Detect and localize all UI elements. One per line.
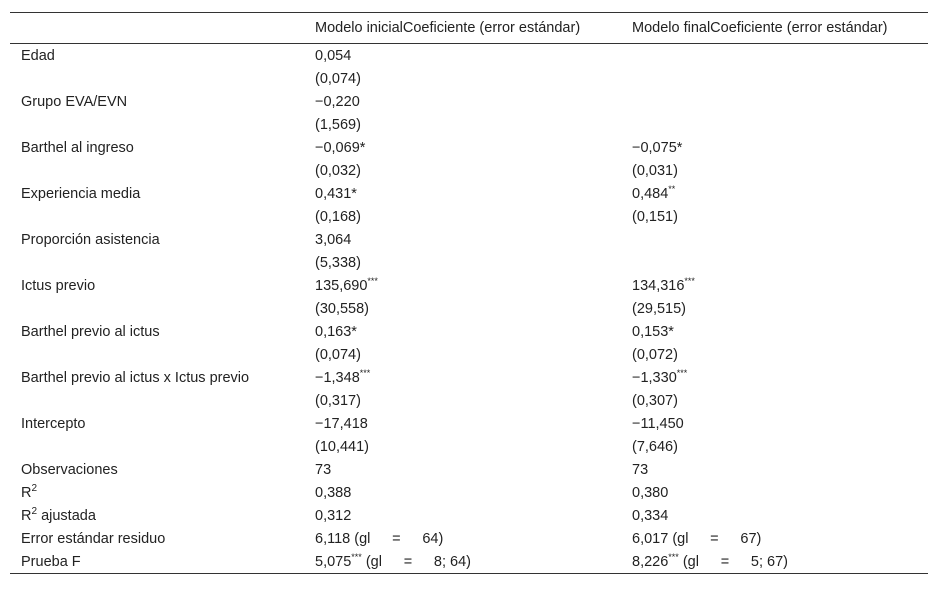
significance-sup: *** — [668, 551, 679, 562]
coefficient-value: −0,069* — [315, 139, 366, 156]
table-row — [10, 366, 928, 389]
initial-model-cell — [304, 550, 621, 574]
table-row — [10, 481, 928, 504]
coefficient-value: 0,153* — [632, 323, 674, 340]
initial-model-cell — [304, 412, 621, 435]
table-row — [10, 320, 928, 343]
final-model-cell — [621, 366, 928, 389]
coefficient-value: −1,330 — [632, 369, 677, 386]
significance-sup: *** — [359, 367, 371, 378]
initial-model-cell: 6,118 (gl = 64) — [315, 530, 444, 547]
f-value: 8,226 — [632, 553, 669, 570]
coefficient-value: 73 — [315, 461, 332, 478]
final-model-cell — [621, 320, 928, 343]
coefficient-value: (0,307) — [632, 392, 678, 409]
regression-table-container — [10, 12, 928, 574]
initial-model-cell — [304, 366, 621, 389]
table-row — [10, 67, 928, 90]
coefficient-value: −11,450 — [632, 415, 684, 432]
coefficient-value: (0,074) — [315, 346, 361, 363]
row-label: Intercepto — [21, 415, 86, 432]
table-row — [10, 435, 928, 458]
header-variable — [10, 13, 304, 44]
table-row — [10, 389, 928, 412]
significance-sup: *** — [351, 551, 362, 562]
header-final-model: Modelo finalCoeficiente (error estándar) — [621, 13, 928, 44]
table-row — [10, 182, 928, 205]
coefficient-value: (0,031) — [632, 162, 678, 179]
initial-model-cell: 0,388 — [315, 484, 352, 501]
row-label: Observaciones — [21, 461, 118, 478]
coefficient-value: 0,484 — [632, 185, 669, 202]
table-row — [10, 159, 928, 182]
row-label — [10, 435, 304, 458]
row-label — [10, 297, 304, 320]
initial-model-cell — [304, 113, 621, 136]
row-label: Barthel previo al ictus x Ictus previo — [21, 369, 250, 386]
table-row — [10, 504, 928, 527]
row-label — [10, 504, 304, 527]
final-model-cell — [621, 297, 928, 320]
final-model-cell — [621, 274, 928, 297]
table-row — [10, 297, 928, 320]
row-label — [10, 159, 304, 182]
row-label — [10, 251, 304, 274]
final-model-cell — [621, 251, 928, 274]
final-model-cell — [621, 205, 928, 228]
final-model-cell — [621, 389, 928, 412]
row-label — [10, 113, 304, 136]
initial-model-cell — [304, 274, 621, 297]
initial-model-cell — [304, 228, 621, 251]
final-model-cell — [621, 113, 928, 136]
table-header-row — [10, 13, 928, 44]
table-row — [10, 412, 928, 435]
coefficient-value: −1,348 — [315, 369, 360, 386]
coefficient-value: −0,075* — [632, 139, 683, 156]
initial-model-cell — [304, 136, 621, 159]
f-df: (gl = 8; 64) — [361, 553, 472, 570]
table-row — [10, 251, 928, 274]
final-model-cell: 0,380 — [632, 484, 669, 501]
coefficient-value: 134,316 — [632, 277, 685, 294]
table-row — [10, 113, 928, 136]
coefficient-value: (1,569) — [315, 116, 361, 133]
row-label — [10, 481, 304, 504]
r2-label-base: R — [21, 484, 32, 501]
coefficient-value: 0,054 — [315, 47, 352, 64]
table-body — [10, 44, 928, 574]
initial-model-cell — [304, 44, 621, 68]
row-label: Barthel al ingreso — [21, 139, 134, 156]
final-model-cell — [621, 136, 928, 159]
final-model-cell — [621, 90, 928, 113]
table-row — [10, 90, 928, 113]
table-row — [10, 44, 928, 68]
coefficient-value: 3,064 — [315, 231, 352, 248]
initial-model-cell — [304, 182, 621, 205]
row-label: Ictus previo — [21, 277, 96, 294]
coefficient-value: −17,418 — [315, 415, 368, 432]
coefficient-value: (0,317) — [315, 392, 361, 409]
significance-sup: *** — [676, 367, 688, 378]
row-label: Error estándar residuo — [21, 530, 166, 547]
coefficient-value: (29,515) — [632, 300, 687, 317]
r2-label-sup: 2 — [31, 482, 38, 494]
initial-model-cell — [304, 343, 621, 366]
final-model-cell — [621, 182, 928, 205]
row-label: Prueba F — [10, 550, 304, 574]
header-initial-model: Modelo inicialCoeficiente (error estándar) — [304, 13, 621, 44]
row-label — [10, 389, 304, 412]
initial-model-cell — [304, 297, 621, 320]
significance-sup: *** — [367, 275, 378, 286]
final-model-cell — [621, 228, 928, 251]
coefficient-value: 0,163* — [315, 323, 357, 340]
table-row — [10, 550, 928, 574]
coefficient-value: (0,151) — [632, 208, 678, 225]
final-model-cell — [621, 44, 928, 68]
final-model-cell: 6,017 (gl = 67) — [632, 530, 762, 547]
r2adj-label-rest: ajustada — [37, 507, 96, 524]
final-model-cell — [621, 159, 928, 182]
coefficient-value: 135,690 — [315, 277, 368, 294]
row-label: Edad — [21, 47, 55, 64]
initial-model-cell — [304, 251, 621, 274]
row-label: Proporción asistencia — [21, 231, 160, 248]
initial-model-cell: 0,312 — [315, 507, 352, 524]
regression-table — [10, 12, 928, 574]
coefficient-value: (0,032) — [315, 162, 361, 179]
initial-model-cell — [304, 389, 621, 412]
table-row — [10, 274, 928, 297]
table-row — [10, 136, 928, 159]
significance-sup: ** — [668, 183, 676, 194]
row-label — [10, 67, 304, 90]
f-value: 5,075 — [315, 553, 352, 570]
coefficient-value: −0,220 — [315, 93, 360, 110]
coefficient-value: 73 — [632, 461, 649, 478]
table-row — [10, 228, 928, 251]
final-model-cell — [621, 435, 928, 458]
row-label: Grupo EVA/EVN — [21, 93, 128, 110]
initial-model-cell — [304, 435, 621, 458]
r2adj-label-base: R — [21, 507, 32, 524]
coefficient-value: (0,074) — [315, 70, 361, 87]
initial-model-cell — [304, 67, 621, 90]
f-df: (gl = 5; 67) — [678, 553, 789, 570]
table-row — [10, 343, 928, 366]
initial-model-cell — [304, 205, 621, 228]
final-model-cell — [621, 67, 928, 90]
coefficient-value: (30,558) — [315, 300, 370, 317]
significance-sup: *** — [684, 275, 695, 286]
row-label — [10, 343, 304, 366]
coefficient-value: (0,168) — [315, 208, 361, 225]
coefficient-value: (5,338) — [315, 254, 361, 271]
final-model-cell — [621, 412, 928, 435]
r2adj-label-sup: 2 — [31, 505, 38, 517]
coefficient-value: (7,646) — [632, 438, 678, 455]
coefficient-value: (0,072) — [632, 346, 678, 363]
initial-model-cell — [304, 159, 621, 182]
table-row — [10, 458, 928, 481]
table-row — [10, 205, 928, 228]
row-label: Barthel previo al ictus — [21, 323, 160, 340]
table-row — [10, 527, 928, 550]
initial-model-cell — [304, 458, 621, 481]
initial-model-cell — [304, 90, 621, 113]
final-model-cell — [621, 550, 928, 574]
row-label — [10, 205, 304, 228]
row-label: Experiencia media — [21, 185, 141, 202]
final-model-cell — [621, 343, 928, 366]
initial-model-cell — [304, 320, 621, 343]
coefficient-value: (10,441) — [315, 438, 370, 455]
coefficient-value: 0,431* — [315, 185, 357, 202]
final-model-cell — [621, 458, 928, 481]
final-model-cell: 0,334 — [632, 507, 669, 524]
